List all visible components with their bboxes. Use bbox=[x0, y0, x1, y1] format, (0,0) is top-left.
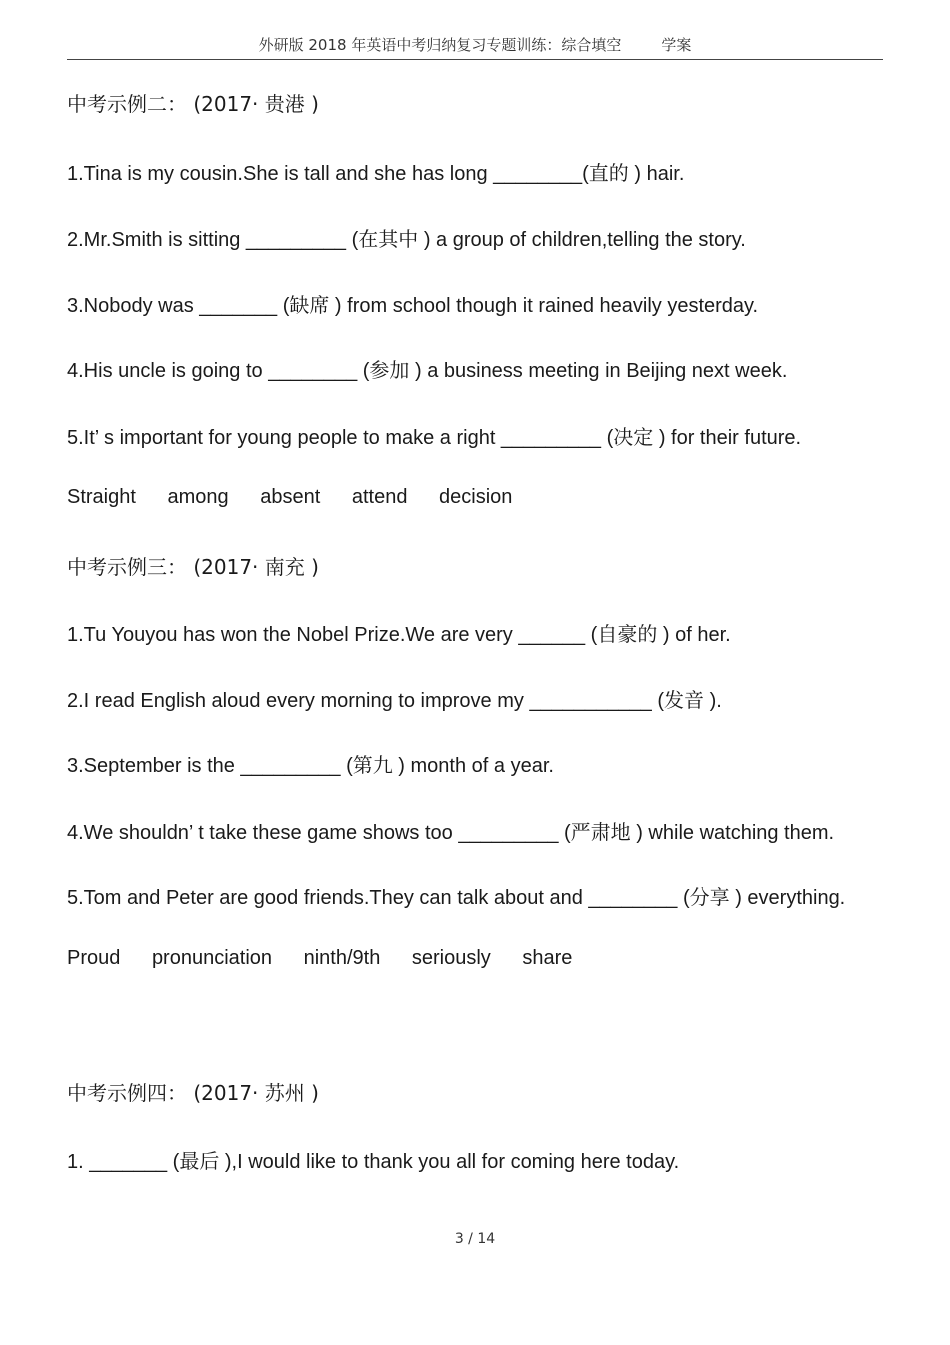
question-item: 5.It’ s important for young people to make a right _________ (决定 ) for their future. bbox=[67, 427, 802, 449]
answer-word: pronunciation bbox=[151, 947, 273, 969]
question-item: 3.September is the _________ (第九 ) month of a year. bbox=[67, 755, 554, 777]
answer-key bbox=[67, 486, 538, 509]
answer-word: Proud bbox=[67, 947, 121, 969]
question-item: 5.Tom and Peter are good friends.They can talk about and ________ (分享 ) everything. bbox=[67, 887, 846, 909]
page-number: 3 / 14 bbox=[454, 1231, 496, 1247]
answer-word: seriously bbox=[411, 947, 491, 969]
answer-word: among bbox=[167, 486, 229, 508]
section-heading: 中考示例四： (2017· 苏州 ) bbox=[67, 1081, 319, 1105]
header-divider bbox=[67, 59, 883, 60]
question-item: 4.We shouldn’ t take these game shows too _________ (严肃地 ) while watching them. bbox=[67, 822, 835, 844]
answer-word: share bbox=[522, 947, 573, 969]
question-item: 2.I read English aloud every morning to improve my ___________ (发音 ). bbox=[67, 690, 722, 712]
question-item: 1.Tu Youyou has won the Nobel Prize.We are very ______ (自豪的 ) of her. bbox=[67, 624, 731, 646]
title-text: 外研版 2018 年英语中考归纳复习专题训练：综合填空 bbox=[258, 36, 622, 54]
question-item: 1.Tina is my cousin.She is tall and she has long ________(直的 ) hair. bbox=[67, 163, 685, 185]
question-item: 2.Mr.Smith is sitting _________ (在其中 ) a group of children,telling the story. bbox=[67, 229, 746, 251]
answer-word: absent bbox=[260, 486, 321, 508]
answer-word: attend bbox=[351, 486, 408, 508]
answer-word: ninth/9th bbox=[303, 947, 381, 969]
answer-word: decision bbox=[439, 486, 513, 508]
question-item: 3.Nobody was _______ (缺席 ) from school though it rained heavily yesterday. bbox=[67, 295, 759, 317]
answer-key bbox=[67, 947, 598, 970]
answer-word: Straight bbox=[67, 486, 136, 508]
question-item: 1. _______ (最后 ),I would like to thank you all for coming here today. bbox=[67, 1151, 680, 1173]
section-heading: 中考示例二： (2017· 贵港 ) bbox=[67, 92, 319, 116]
title-suffix: 学案 bbox=[661, 36, 692, 54]
document-title bbox=[0, 34, 950, 55]
section-heading: 中考示例三： (2017· 南充 ) bbox=[67, 555, 319, 579]
question-item: 4.His uncle is going to ________ (参加 ) a business meeting in Beijing next week. bbox=[67, 360, 788, 382]
